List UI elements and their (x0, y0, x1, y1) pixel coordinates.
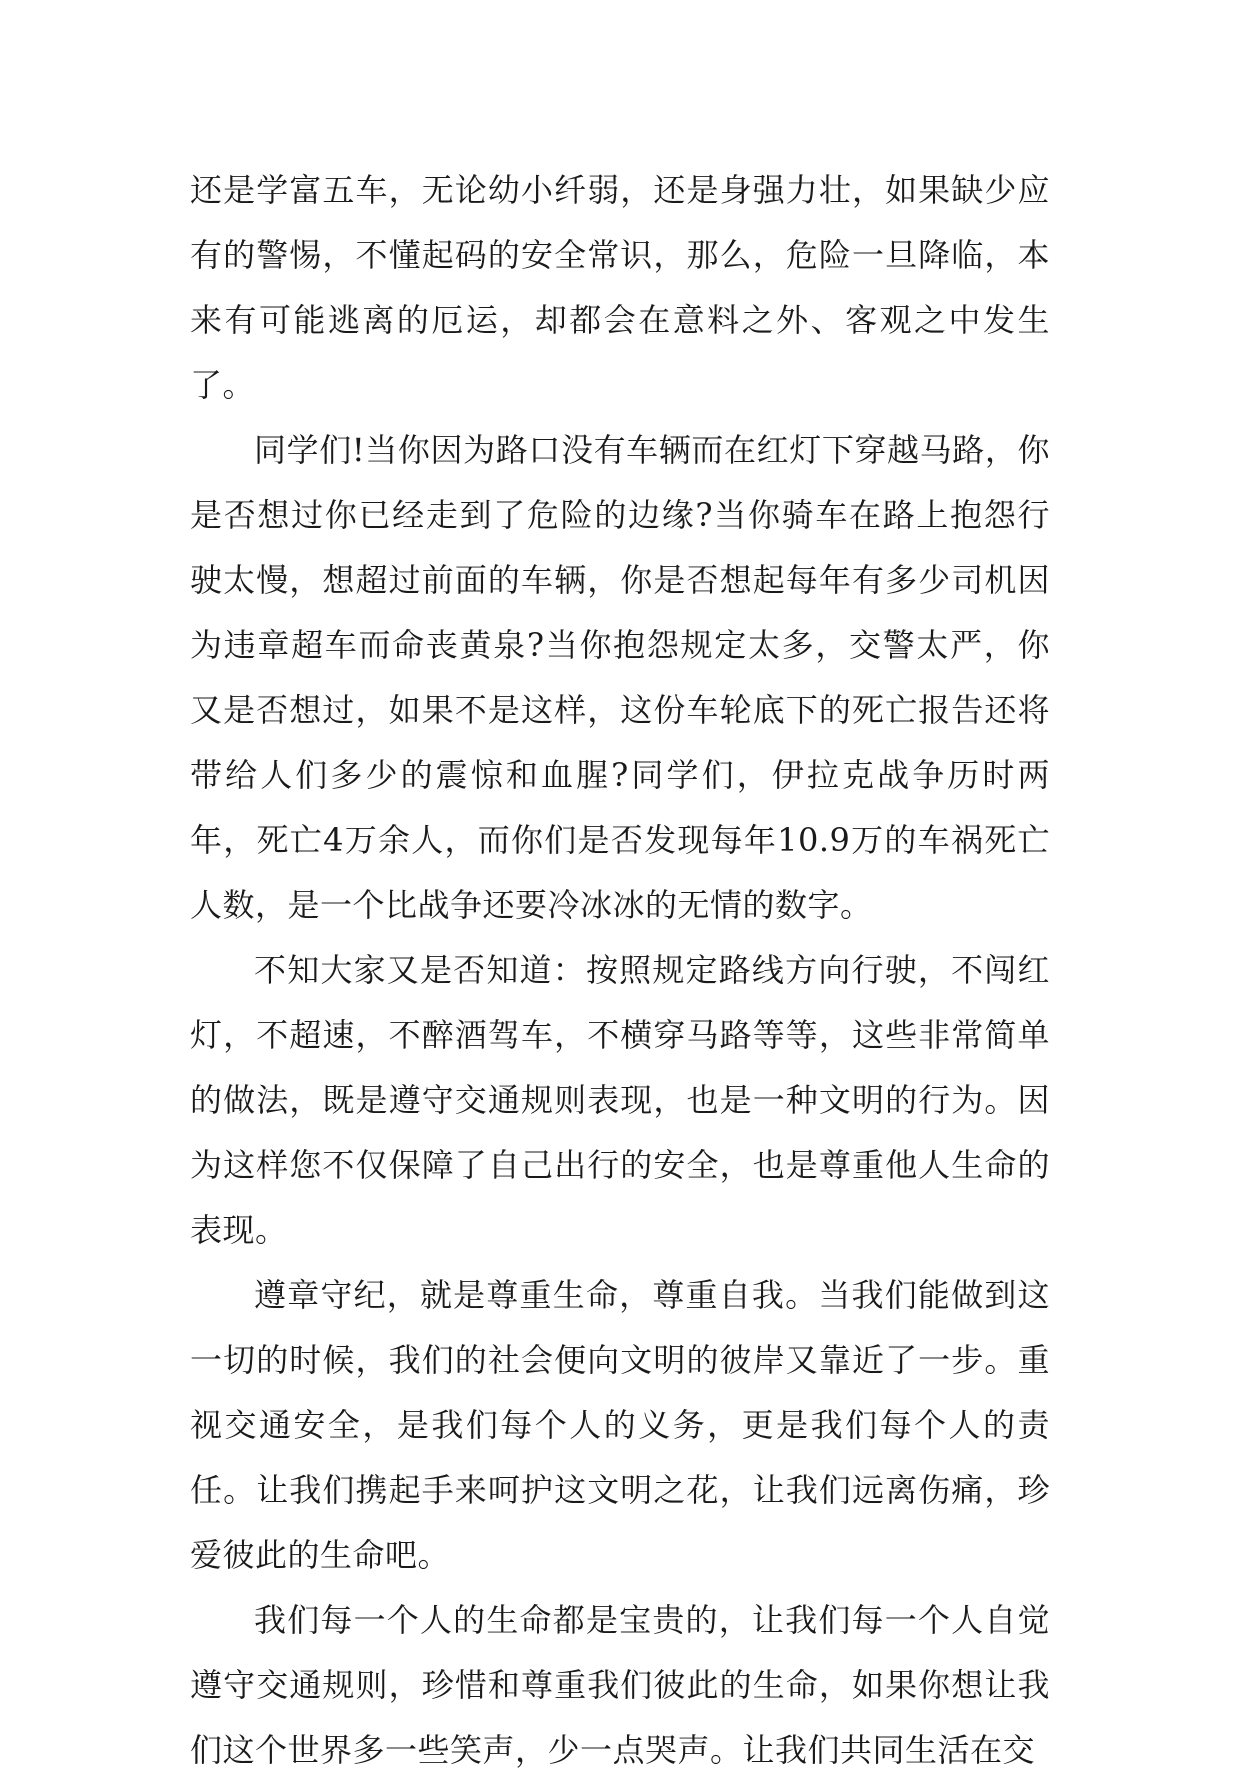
paragraph-2: 同学们!当你因为路口没有车辆而在红灯下穿越马路，你是否想过你已经走到了危险的边缘?当你骑车在路上抱怨行驶太慢，想超过前面的车辆，你是否想起每年有多少司机因为违章超车而命丧黄泉?当你抱怨规定太多，交警太严，你又是否想过，如果不是这样，这份车轮底下的死亡报告还将带给人们多少的震惊和血腥?同学们，伊拉克战争历时两年，死亡4万余人，而你们是否发现每年10.9万的车祸死亡人数，是一个比战争还要冷冰冰的无情的数字。 (190, 431, 1050, 924)
paragraph-3: 不知大家又是否知道：按照规定路线方向行驶，不闯红灯，不超速，不醉酒驾车，不横穿马路等等，这些非常简单的做法，既是遵守交通规则表现，也是一种文明的行为。因为这样您不仅保障了自己出行的安全，也是尊重他人生命的表现。 (190, 951, 1050, 1249)
paragraph-1: 还是学富五车，无论幼小纤弱，还是身强力壮，如果缺少应有的警惕，不懂起码的安全常识，那么，危险一旦降临，本来有可能逃离的厄运，却都会在意料之外、客观之中发生了。 (190, 171, 1050, 404)
paragraph-5: 我们每一个人的生命都是宝贵的，让我们每一个人自觉遵守交通规则，珍惜和尊重我们彼此的生命，如果你想让我们这个世界多一些笑声，少一点哭声。让我们共同生活在交 (190, 1601, 1050, 1769)
paragraph-4: 遵章守纪，就是尊重生命，尊重自我。当我们能做到这一切的时候，我们的社会便向文明的彼岸又靠近了一步。重视交通安全，是我们每个人的义务，更是我们每个人的责任。让我们携起手来呵护这文明之花，让我们远离伤痛，珍爱彼此的生命吧。 (190, 1276, 1050, 1574)
document-body (190, 158, 1050, 1783)
